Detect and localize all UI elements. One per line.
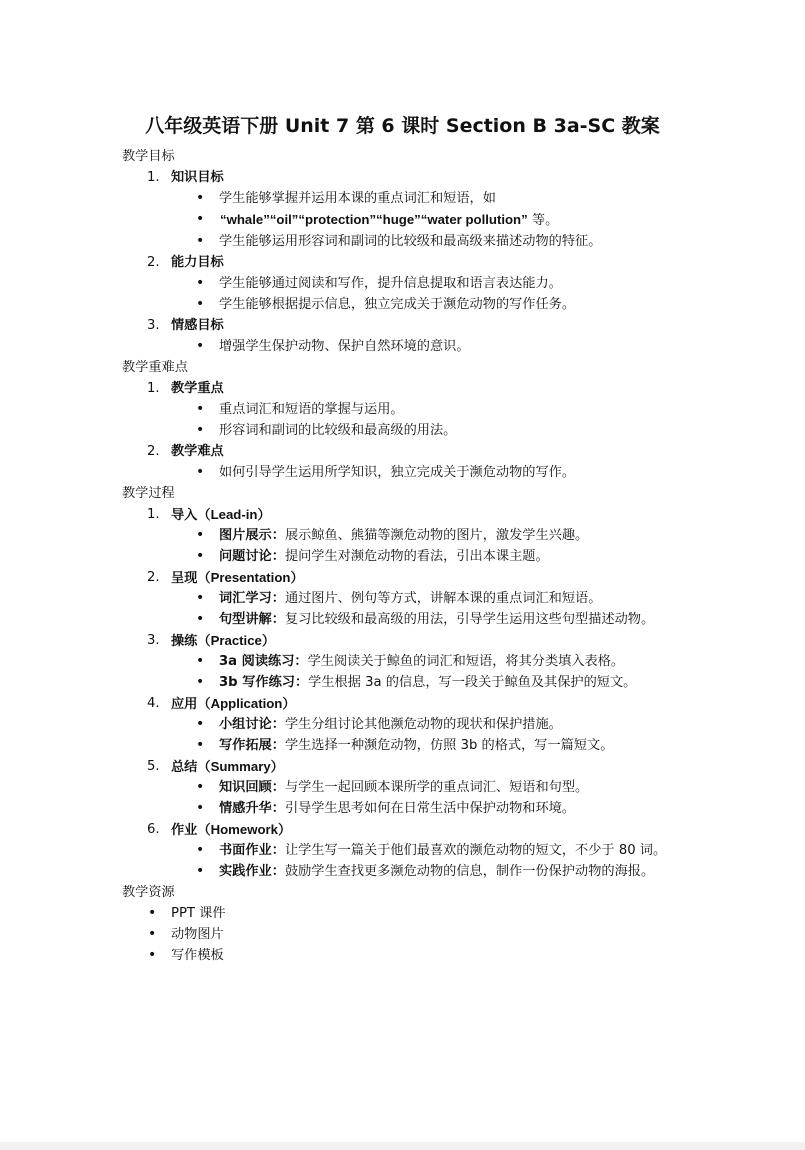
list-number: 3. bbox=[147, 318, 160, 333]
process-step-summary: 5. 总结（Summary） bbox=[122, 756, 682, 777]
step-label-en: Application bbox=[210, 696, 283, 711]
vocab-words: “whale”“oil”“protection”“huge”“water pollution” bbox=[220, 212, 528, 227]
process-step-practice: 3. 操练（Practice） bbox=[122, 630, 682, 651]
resource-item: • 动物图片 bbox=[122, 924, 682, 945]
resource-item: • PPT 课件 bbox=[122, 903, 682, 924]
step-label-en: Practice bbox=[210, 633, 262, 648]
step-label: 呈现（ bbox=[171, 571, 211, 586]
subsection-label: 能力目标 bbox=[171, 255, 224, 270]
key-point-difficulty bbox=[122, 441, 682, 462]
list-item: • 形容词和副词的比较级和最高级的用法。 bbox=[122, 420, 682, 441]
process-step-lead-in: 1. 导入（Lead-in） bbox=[122, 504, 682, 525]
list-number: 6. bbox=[147, 822, 160, 837]
objective-knowledge bbox=[122, 167, 682, 188]
list-item: • 增强学生保护动物、保护自然环境的意识。 bbox=[122, 336, 682, 357]
list-number: 1. bbox=[147, 507, 160, 522]
list-item: • 情感升华：引导学生思考如何在日常生活中保护动物和环境。 bbox=[122, 798, 682, 819]
step-label: 总结（ bbox=[171, 760, 211, 775]
list-number: 1. bbox=[147, 381, 160, 396]
list-item: • 词汇学习：通过图片、例句等方式，讲解本课的重点词汇和短语。 bbox=[122, 588, 682, 609]
list-item: • 学生能够根据提示信息，独立完成关于濒危动物的写作任务。 bbox=[122, 294, 682, 315]
step-label-en: Homework bbox=[210, 822, 278, 837]
step-label-en: Lead-in bbox=[210, 507, 258, 522]
section-heading-objectives: 教学目标 bbox=[122, 149, 175, 164]
section-heading-process: 教学过程 bbox=[122, 486, 175, 501]
step-label-en: Presentation bbox=[210, 570, 291, 585]
list-item: • 学生能够掌握并运用本课的重点词汇和短语，如 bbox=[122, 188, 682, 209]
list-item: • 问题讨论：提问学生对濒危动物的看法，引出本课主题。 bbox=[122, 546, 682, 567]
process-step-presentation: 2. 呈现（Presentation） bbox=[122, 567, 682, 588]
list-item: • 书面作业：让学生写一篇关于他们最喜欢的濒危动物的短文，不少于 80 词。 bbox=[122, 840, 682, 861]
list-item: • 句型讲解：复习比较级和最高级的用法，引导学生运用这些句型描述动物。 bbox=[122, 609, 682, 630]
subsection-label: 教学重点 bbox=[171, 381, 224, 396]
list-item: • 小组讨论：学生分组讨论其他濒危动物的现状和保护措施。 bbox=[122, 714, 682, 735]
list-number: 2. bbox=[147, 570, 160, 585]
list-item-continuation: • “whale”“oil”“protection”“huge”“water pollution” 等。 bbox=[122, 209, 682, 231]
subsection-label: 知识目标 bbox=[171, 170, 224, 185]
resource-item: • 写作模板 bbox=[122, 945, 682, 966]
list-item: • 3a 阅读练习：学生阅读关于鲸鱼的词汇和短语，将其分类填入表格。 bbox=[122, 651, 682, 672]
list-item: • 重点词汇和短语的掌握与运用。 bbox=[122, 399, 682, 420]
list-number: 2. bbox=[147, 255, 160, 270]
document-body bbox=[122, 146, 682, 966]
key-point-focus bbox=[122, 378, 682, 399]
page-bottom-edge bbox=[0, 1142, 805, 1150]
list-item: • 图片展示：展示鲸鱼、熊猫等濒危动物的图片，激发学生兴趣。 bbox=[122, 525, 682, 546]
subsection-label: 教学难点 bbox=[171, 444, 224, 459]
list-number: 5. bbox=[147, 759, 160, 774]
step-label-en: Summary bbox=[210, 759, 271, 774]
document-title: 八年级英语下册 Unit 7 第 6 课时 Section B 3a-SC 教案 bbox=[145, 115, 660, 137]
list-number: 4. bbox=[147, 696, 160, 711]
subsection-label: 情感目标 bbox=[171, 318, 224, 333]
process-step-application: 4. 应用（Application） bbox=[122, 693, 682, 714]
step-label: 应用（ bbox=[171, 697, 211, 712]
objective-emotion bbox=[122, 315, 682, 336]
list-item: • 如何引导学生运用所学知识，独立完成关于濒危动物的写作。 bbox=[122, 462, 682, 483]
list-item: • 学生能够运用形容词和副词的比较级和最高级来描述动物的特征。 bbox=[122, 231, 682, 252]
process-step-homework: 6. 作业（Homework） bbox=[122, 819, 682, 840]
list-number: 3. bbox=[147, 633, 160, 648]
objective-ability bbox=[122, 252, 682, 273]
section-heading-resources: 教学资源 bbox=[122, 885, 175, 900]
list-item: • 写作拓展：学生选择一种濒危动物，仿照 3b 的格式，写一篇短文。 bbox=[122, 735, 682, 756]
list-number: 1. bbox=[147, 170, 160, 185]
list-item: • 学生能够通过阅读和写作，提升信息提取和语言表达能力。 bbox=[122, 273, 682, 294]
section-heading-key-points: 教学重难点 bbox=[122, 360, 188, 375]
list-item: • 3b 写作练习：学生根据 3a 的信息，写一段关于鲸鱼及其保护的短文。 bbox=[122, 672, 682, 693]
step-label: 操练（ bbox=[171, 634, 211, 649]
step-label: 导入（ bbox=[171, 508, 211, 523]
list-number: 2. bbox=[147, 444, 160, 459]
step-label: 作业（ bbox=[171, 823, 211, 838]
list-item: • 实践作业：鼓励学生查找更多濒危动物的信息，制作一份保护动物的海报。 bbox=[122, 861, 682, 882]
list-item: • 知识回顾：与学生一起回顾本课所学的重点词汇、短语和句型。 bbox=[122, 777, 682, 798]
